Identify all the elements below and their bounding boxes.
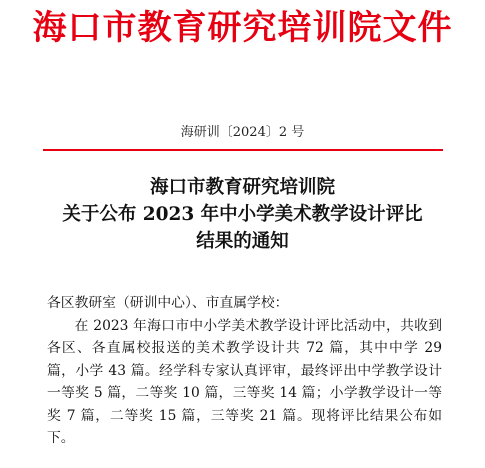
notice-title-line-2: 关于公布 2023 年中小学美术教学设计评比 xyxy=(62,204,423,225)
document-number: 海研训〔2024〕2 号 xyxy=(180,125,305,140)
salutation: 各区教研室（研训中心）、市直属学校： xyxy=(47,295,289,311)
body-paragraph: 在 2023 年海口市中小学美术教学设计评比活动中，共收到各区、各直属校报送的美术教学设计共 72 篇，其中中学 29 篇，小学 43 篇。经学科专家认真评审，最终评出中学教学设计一等奖 5 篇，二等奖 10 篇，三等奖 14 篇；小学教学设计一等奖 7 篇，二等奖 15 篇，三等奖 21 篇。现将评比结果公布如下。 xyxy=(47,317,442,446)
notice-title xyxy=(0,174,485,255)
red-divider-line xyxy=(43,149,443,151)
notice-body xyxy=(47,292,442,450)
notice-title-line-1: 海口市教育研究培训院 xyxy=(149,177,335,198)
document-header-title: 海口市教育研究培训院文件 xyxy=(32,8,453,48)
notice-title-line-3: 结果的通知 xyxy=(196,231,289,252)
